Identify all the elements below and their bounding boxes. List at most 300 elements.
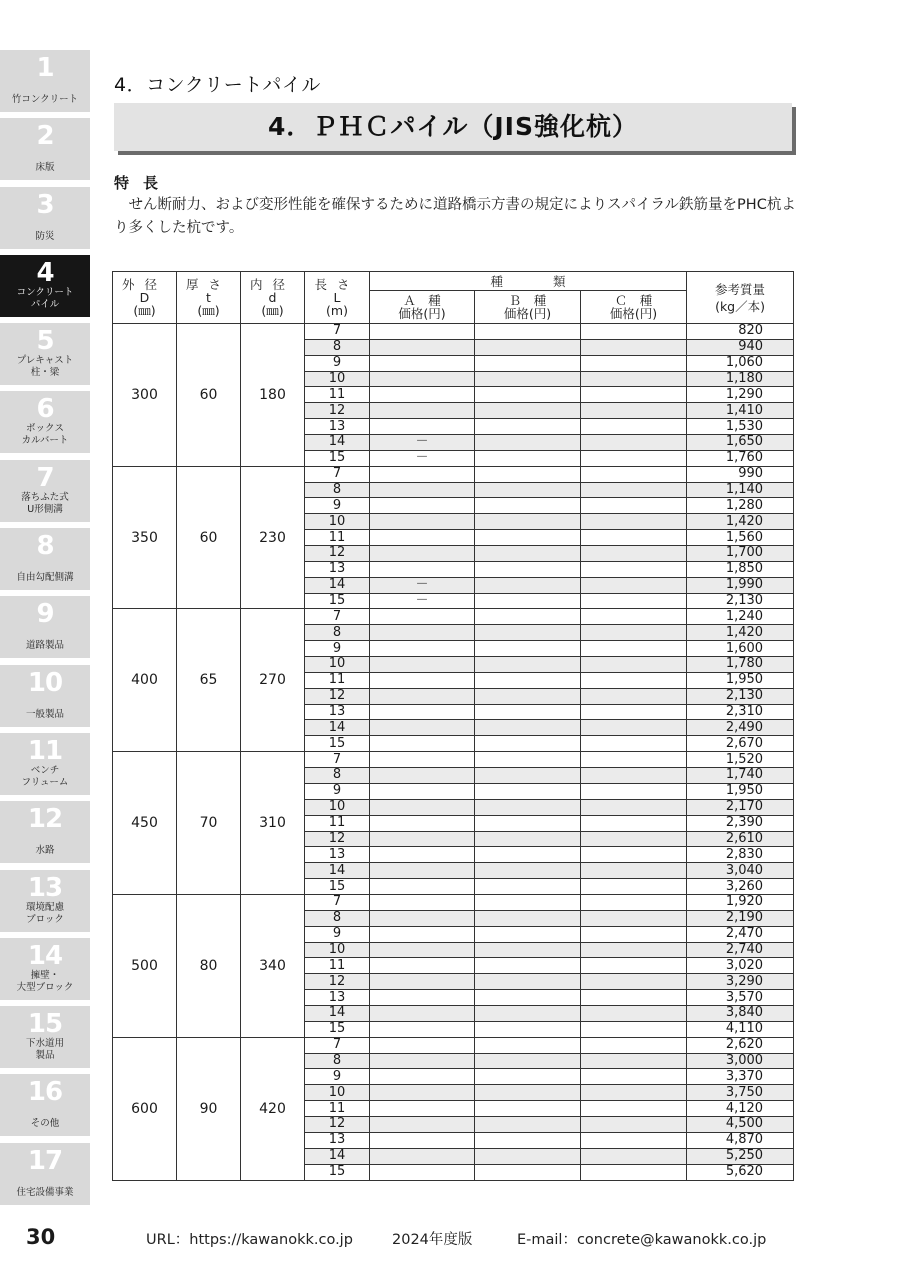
cell-length: 12 — [305, 403, 370, 419]
sidebar-item-label: 環境配慮 ブロック — [25, 901, 64, 925]
cell-length: 12 — [305, 688, 370, 704]
cell-price-c — [581, 1021, 687, 1037]
sidebar-item-3[interactable] — [0, 187, 90, 249]
cell-price-b — [475, 530, 581, 546]
sidebar-item-label: 一般製品 — [25, 708, 64, 720]
sidebar-item-10[interactable] — [0, 665, 90, 727]
sidebar-item-label: 擁壁・ 大型ブロック — [16, 969, 74, 993]
header-mass-unit: (kg／本) — [715, 298, 765, 314]
cell-price-a — [370, 403, 475, 419]
header-length-name: 長さ — [314, 277, 360, 292]
sidebar-item-number: 14 — [27, 940, 63, 971]
cell-price-a — [370, 1164, 475, 1180]
sidebar-item-1[interactable] — [0, 50, 90, 112]
cell-price-c — [581, 450, 687, 466]
cell-reference-mass: 2,130 — [687, 593, 794, 609]
header-inner-name: 内径 — [249, 277, 295, 292]
cell-price-a — [370, 514, 475, 530]
cell-price-b — [475, 324, 581, 340]
cell-price-a — [370, 768, 475, 784]
cell-outer-diameter: 300 — [113, 324, 177, 467]
sidebar-item-number: 9 — [36, 599, 54, 630]
cell-price-c — [581, 657, 687, 673]
sidebar-item-label: 下水道用 製品 — [25, 1038, 64, 1062]
cell-length: 14 — [305, 1148, 370, 1164]
cell-length: 7 — [305, 609, 370, 625]
cell-price-a — [370, 1148, 475, 1164]
cell-length: 10 — [305, 942, 370, 958]
cell-price-b — [475, 355, 581, 371]
cell-price-b — [475, 435, 581, 451]
cell-length: 15 — [305, 1164, 370, 1180]
cell-price-b — [475, 609, 581, 625]
cell-length: 15 — [305, 593, 370, 609]
sidebar-item-11[interactable] — [0, 733, 90, 795]
cell-reference-mass: 1,950 — [687, 783, 794, 799]
cell-price-c — [581, 546, 687, 562]
cell-price-b — [475, 1037, 581, 1053]
cell-reference-mass: 3,020 — [687, 958, 794, 974]
cell-price-b — [475, 403, 581, 419]
cell-reference-mass: 1,280 — [687, 498, 794, 514]
header-type-b-name: Ｂ 種 — [508, 293, 547, 308]
cell-inner-diameter: 270 — [241, 609, 305, 752]
cell-inner-diameter: 310 — [241, 752, 305, 895]
cell-price-b — [475, 1069, 581, 1085]
cell-price-b — [475, 1164, 581, 1180]
cell-price-b — [475, 371, 581, 387]
cell-price-c — [581, 1053, 687, 1069]
cell-reference-mass: 1,600 — [687, 641, 794, 657]
cell-price-c — [581, 974, 687, 990]
sidebar-item-13[interactable] — [0, 870, 90, 932]
cell-price-b — [475, 672, 581, 688]
sidebar-item-number: 16 — [27, 1077, 63, 1108]
sidebar-item-label: その他 — [30, 1118, 60, 1130]
cell-reference-mass: 1,740 — [687, 768, 794, 784]
cell-price-c — [581, 498, 687, 514]
sidebar-item-label: 水路 — [35, 845, 55, 857]
cell-price-b — [475, 752, 581, 768]
cell-reference-mass: 3,260 — [687, 879, 794, 895]
sidebar-item-label: 落ちふた式 U形側溝 — [21, 491, 69, 515]
cell-length: 9 — [305, 641, 370, 657]
cell-thickness: 70 — [177, 752, 241, 895]
cell-price-a — [370, 546, 475, 562]
cell-length: 9 — [305, 926, 370, 942]
cell-thickness: 60 — [177, 324, 241, 467]
footer-edition: 2024年度版 — [392, 1232, 473, 1248]
sidebar-item-number: 13 — [27, 872, 63, 903]
cell-price-b — [475, 1116, 581, 1132]
cell-reference-mass: 1,780 — [687, 657, 794, 673]
cell-length: 8 — [305, 482, 370, 498]
cell-reference-mass: 1,560 — [687, 530, 794, 546]
cell-length: 11 — [305, 672, 370, 688]
cell-price-c — [581, 625, 687, 641]
page-title: 4．ＰＨＣパイル（JIS強化杭） — [267, 112, 638, 141]
cell-price-c — [581, 958, 687, 974]
cell-price-b — [475, 387, 581, 403]
cell-price-c — [581, 419, 687, 435]
sidebar-item-label: 住宅設備事業 — [16, 1186, 74, 1198]
cell-price-c — [581, 561, 687, 577]
cell-price-b — [475, 641, 581, 657]
cell-price-c — [581, 1069, 687, 1085]
cell-price-b — [475, 847, 581, 863]
sidebar-item-label: コンクリート パイル — [16, 286, 74, 310]
cell-reference-mass: 3,370 — [687, 1069, 794, 1085]
sidebar-item-number: 17 — [27, 1145, 63, 1176]
cell-price-a — [370, 847, 475, 863]
table-row — [113, 894, 794, 910]
cell-price-c — [581, 641, 687, 657]
cell-price-c — [581, 752, 687, 768]
cell-reference-mass: 1,240 — [687, 609, 794, 625]
page-number: 30 — [26, 1225, 56, 1249]
cell-reference-mass: 1,060 — [687, 355, 794, 371]
sidebar-item-number: 8 — [36, 531, 54, 562]
sidebar-item-5[interactable] — [0, 323, 90, 385]
cell-price-c — [581, 879, 687, 895]
cell-price-a — [370, 736, 475, 752]
cell-reference-mass: 1,700 — [687, 546, 794, 562]
table-row — [113, 466, 794, 482]
header-type-b — [475, 291, 581, 324]
cell-price-a — [370, 530, 475, 546]
cell-price-c — [581, 435, 687, 451]
cell-price-a — [370, 339, 475, 355]
cell-reference-mass: 4,110 — [687, 1021, 794, 1037]
cell-price-c — [581, 1132, 687, 1148]
cell-length: 8 — [305, 1053, 370, 1069]
cell-reference-mass: 1,920 — [687, 894, 794, 910]
cell-price-a — [370, 371, 475, 387]
cell-length: 12 — [305, 831, 370, 847]
cell-price-b — [475, 1005, 581, 1021]
cell-price-a — [370, 419, 475, 435]
cell-price-b — [475, 974, 581, 990]
cell-thickness: 60 — [177, 466, 241, 609]
cell-price-b — [475, 1053, 581, 1069]
cell-reference-mass: 1,180 — [687, 371, 794, 387]
cell-reference-mass: 2,310 — [687, 704, 794, 720]
cell-price-b — [475, 990, 581, 1006]
sidebar-item-number: 15 — [27, 1009, 63, 1040]
cell-price-a — [370, 688, 475, 704]
header-outer-diameter — [113, 272, 177, 324]
cell-price-b — [475, 958, 581, 974]
cell-price-c — [581, 609, 687, 625]
cell-outer-diameter: 600 — [113, 1037, 177, 1180]
cell-length: 10 — [305, 371, 370, 387]
cell-price-a — [370, 324, 475, 340]
cell-length: 7 — [305, 1037, 370, 1053]
sidebar-item-label: 道路製品 — [25, 640, 64, 652]
header-inner-unit: (㎜) — [261, 303, 284, 318]
cell-price-c — [581, 1148, 687, 1164]
sidebar-item-15[interactable] — [0, 1006, 90, 1068]
cell-price-c — [581, 1085, 687, 1101]
cell-price-c — [581, 831, 687, 847]
sidebar-item-number: 11 — [27, 735, 63, 766]
cell-price-c — [581, 324, 687, 340]
cell-price-c — [581, 910, 687, 926]
cell-price-a — [370, 1021, 475, 1037]
cell-price-b — [475, 831, 581, 847]
footer-email[interactable]: E-mail：concrete@kawanokk.co.jp — [517, 1232, 767, 1248]
cell-length: 10 — [305, 657, 370, 673]
sidebar-item-number: 2 — [36, 121, 54, 152]
cell-price-c — [581, 1101, 687, 1117]
cell-thickness: 90 — [177, 1037, 241, 1180]
cell-reference-mass: 5,620 — [687, 1164, 794, 1180]
sidebar-item-8[interactable] — [0, 528, 90, 590]
cell-price-c — [581, 577, 687, 593]
footer-url[interactable]: URL：https://kawanokk.co.jp — [146, 1232, 353, 1248]
cell-length: 13 — [305, 1132, 370, 1148]
pile-spec-table — [112, 271, 794, 1181]
cell-thickness: 65 — [177, 609, 241, 752]
cell-length: 7 — [305, 324, 370, 340]
sidebar-item-label: ベンチ フリューム — [21, 764, 69, 788]
header-thick-symbol: t — [206, 290, 211, 305]
sidebar-item-12[interactable] — [0, 801, 90, 863]
cell-length: 8 — [305, 625, 370, 641]
cell-price-c — [581, 403, 687, 419]
cell-length: 15 — [305, 879, 370, 895]
cell-reference-mass: 1,410 — [687, 403, 794, 419]
cell-reference-mass: 2,490 — [687, 720, 794, 736]
cell-price-a — [370, 958, 475, 974]
header-type-a-price: 価格(円) — [398, 306, 446, 321]
cell-inner-diameter: 230 — [241, 466, 305, 609]
cell-price-c — [581, 894, 687, 910]
cell-price-c — [581, 1164, 687, 1180]
cell-reference-mass: 4,120 — [687, 1101, 794, 1117]
cell-reference-mass: 4,870 — [687, 1132, 794, 1148]
sidebar-item-17[interactable] — [0, 1143, 90, 1205]
sidebar-item-number: 12 — [27, 804, 63, 835]
cell-length: 12 — [305, 546, 370, 562]
cell-price-c — [581, 482, 687, 498]
cell-outer-diameter: 500 — [113, 894, 177, 1037]
cell-price-a — [370, 815, 475, 831]
sidebar-item-2[interactable] — [0, 118, 90, 180]
cell-reference-mass: 4,500 — [687, 1116, 794, 1132]
cell-reference-mass: 2,670 — [687, 736, 794, 752]
cell-reference-mass: 5,250 — [687, 1148, 794, 1164]
cell-reference-mass: 2,390 — [687, 815, 794, 831]
header-reference-mass — [687, 272, 794, 324]
cell-reference-mass: 3,290 — [687, 974, 794, 990]
header-thick-name: 厚さ — [185, 277, 231, 292]
cell-length: 10 — [305, 799, 370, 815]
cell-price-b — [475, 783, 581, 799]
cell-price-b — [475, 514, 581, 530]
cell-price-c — [581, 672, 687, 688]
cell-length: 10 — [305, 514, 370, 530]
cell-length: 9 — [305, 355, 370, 371]
cell-price-a — [370, 1085, 475, 1101]
cell-price-b — [475, 736, 581, 752]
cell-price-c — [581, 990, 687, 1006]
sidebar-item-number: 4 — [36, 257, 54, 288]
cell-price-a — [370, 672, 475, 688]
cell-price-b — [475, 657, 581, 673]
cell-inner-diameter: 420 — [241, 1037, 305, 1180]
cell-length: 13 — [305, 990, 370, 1006]
cell-length: 12 — [305, 974, 370, 990]
cell-price-b — [475, 704, 581, 720]
cell-price-b — [475, 1021, 581, 1037]
cell-price-a — [370, 752, 475, 768]
header-type: 種 類 — [370, 272, 687, 291]
sidebar-item-number: 1 — [36, 53, 54, 83]
table-body — [113, 324, 794, 1181]
header-mass-name: 参考質量 — [715, 281, 766, 297]
cell-price-a — [370, 657, 475, 673]
cell-price-a — [370, 910, 475, 926]
header-inner-symbol: d — [268, 290, 277, 305]
cell-reference-mass: 2,470 — [687, 926, 794, 942]
cell-length: 7 — [305, 894, 370, 910]
cell-price-a — [370, 863, 475, 879]
cell-reference-mass: 1,290 — [687, 387, 794, 403]
cell-price-b — [475, 577, 581, 593]
cell-length: 15 — [305, 1021, 370, 1037]
cell-reference-mass: 1,140 — [687, 482, 794, 498]
cell-reference-mass: 1,420 — [687, 514, 794, 530]
cell-price-a — [370, 799, 475, 815]
header-length-symbol: L — [333, 290, 341, 305]
cell-outer-diameter: 350 — [113, 466, 177, 609]
cell-price-b — [475, 799, 581, 815]
cell-price-a — [370, 625, 475, 641]
cell-length: 11 — [305, 1101, 370, 1117]
cell-length: 10 — [305, 1085, 370, 1101]
cell-price-a — [370, 894, 475, 910]
cell-reference-mass: 1,420 — [687, 625, 794, 641]
cell-reference-mass: 2,830 — [687, 847, 794, 863]
feature-heading: 特長 — [114, 174, 173, 192]
cell-price-b — [475, 942, 581, 958]
cell-price-b — [475, 498, 581, 514]
cell-reference-mass: 3,040 — [687, 863, 794, 879]
sidebar-item-label: プレキャスト 柱・梁 — [16, 355, 74, 379]
cell-price-a: － — [370, 577, 475, 593]
sidebar-item-number: 10 — [27, 667, 63, 698]
cell-length: 15 — [305, 736, 370, 752]
cell-price-b — [475, 625, 581, 641]
cell-price-c — [581, 863, 687, 879]
cell-price-a — [370, 879, 475, 895]
cell-price-b — [475, 688, 581, 704]
cell-length: 14 — [305, 1005, 370, 1021]
cell-length: 13 — [305, 561, 370, 577]
cell-reference-mass: 2,740 — [687, 942, 794, 958]
cell-length: 14 — [305, 577, 370, 593]
cell-price-a — [370, 482, 475, 498]
cell-price-b — [475, 561, 581, 577]
sidebar-item-label: 床版 — [35, 162, 55, 174]
sidebar-item-7[interactable] — [0, 460, 90, 522]
cell-price-c — [581, 768, 687, 784]
cell-reference-mass: 1,950 — [687, 672, 794, 688]
cell-reference-mass: 2,190 — [687, 910, 794, 926]
cell-outer-diameter: 400 — [113, 609, 177, 752]
sidebar-item-6[interactable] — [0, 391, 90, 453]
cell-price-b — [475, 910, 581, 926]
sidebar-item-16[interactable] — [0, 1074, 90, 1136]
cell-price-a: － — [370, 593, 475, 609]
cell-price-a — [370, 1116, 475, 1132]
sidebar-item-14[interactable] — [0, 938, 90, 1000]
cell-price-a — [370, 1101, 475, 1117]
cell-reference-mass: 2,620 — [687, 1037, 794, 1053]
cell-length: 11 — [305, 387, 370, 403]
cell-length: 14 — [305, 863, 370, 879]
cell-length: 8 — [305, 910, 370, 926]
cell-price-b — [475, 1085, 581, 1101]
cell-price-a — [370, 1069, 475, 1085]
feature-description: せん断耐力、および変形性能を確保するために道路橋示方書の規定によりスパイラル鉄筋量をPHC杭より多くした杭です。 — [114, 197, 796, 236]
cell-price-c — [581, 847, 687, 863]
cell-price-a: － — [370, 435, 475, 451]
cell-reference-mass: 990 — [687, 466, 794, 482]
header-outer-unit: (㎜) — [133, 303, 156, 318]
cell-price-c — [581, 339, 687, 355]
cell-price-a: － — [370, 450, 475, 466]
cell-price-b — [475, 593, 581, 609]
cell-price-a — [370, 783, 475, 799]
cell-length: 14 — [305, 435, 370, 451]
header-length-unit: (m) — [326, 303, 348, 318]
cell-price-c — [581, 1037, 687, 1053]
cell-price-c — [581, 926, 687, 942]
table-row — [113, 752, 794, 768]
cell-price-b — [475, 1148, 581, 1164]
cell-price-a — [370, 1005, 475, 1021]
cell-length: 11 — [305, 815, 370, 831]
sidebar-item-label: 自由勾配側溝 — [16, 572, 74, 584]
cell-price-a — [370, 466, 475, 482]
cell-price-a — [370, 704, 475, 720]
cell-price-b — [475, 419, 581, 435]
cell-price-c — [581, 387, 687, 403]
cell-length: 15 — [305, 450, 370, 466]
header-type-c — [581, 291, 687, 324]
cell-price-b — [475, 720, 581, 736]
cell-reference-mass: 1,530 — [687, 419, 794, 435]
cell-price-c — [581, 815, 687, 831]
cell-price-c — [581, 1116, 687, 1132]
sidebar-item-4[interactable] — [0, 255, 90, 317]
cell-length: 8 — [305, 339, 370, 355]
cell-price-b — [475, 450, 581, 466]
cell-price-a — [370, 926, 475, 942]
header-type-c-price: 価格(円) — [609, 306, 658, 321]
table-row — [113, 324, 794, 340]
cell-outer-diameter: 450 — [113, 752, 177, 895]
sidebar-item-9[interactable] — [0, 596, 90, 658]
sidebar-item-label: ボックス カルバート — [21, 423, 69, 447]
cell-price-a — [370, 1053, 475, 1069]
cell-price-b — [475, 1132, 581, 1148]
cell-length: 7 — [305, 466, 370, 482]
section-heading: 4．コンクリートパイル — [114, 74, 321, 96]
cell-price-a — [370, 561, 475, 577]
